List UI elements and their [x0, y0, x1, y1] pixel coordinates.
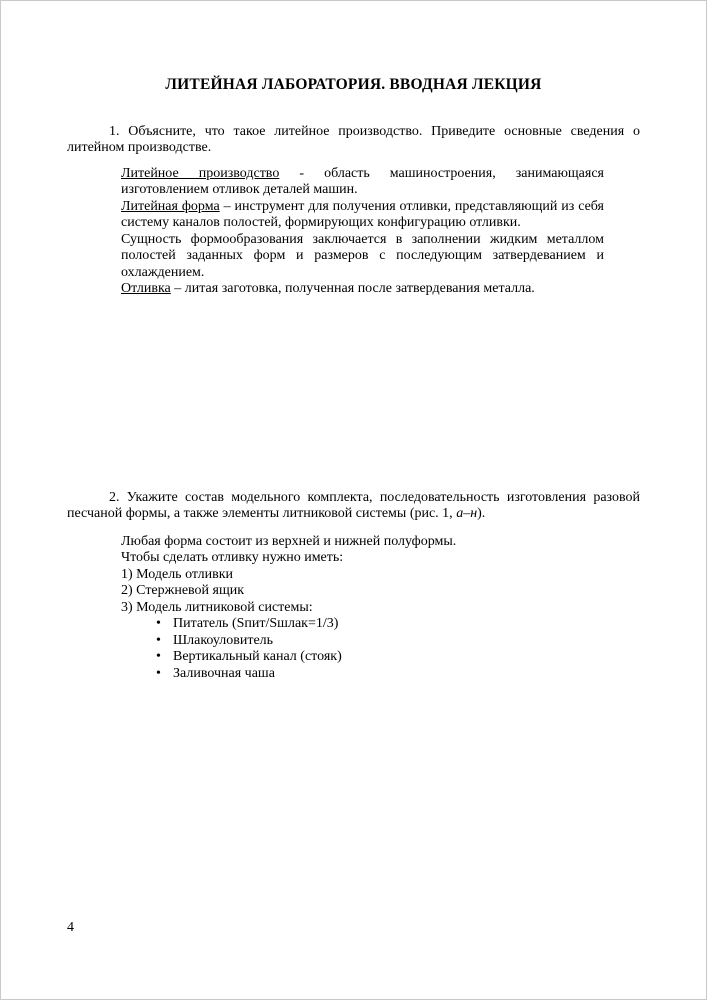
bullet-text: Вертикальный канал (стояк): [173, 649, 342, 664]
answer-2-block: [121, 534, 640, 683]
underlined-term: Литейная форма: [121, 198, 220, 214]
definition-text: – инструмент для получения отливки, представляющий из себя систему каналов полостей, формирующих конфигурацию отливки.: [121, 198, 605, 230]
bullet-item: [156, 666, 640, 683]
bullet-icon: •: [156, 649, 161, 664]
definition-casting: [121, 281, 604, 298]
numbered-item: 3) Модель литниковой системы:: [121, 599, 313, 615]
definition-text: – литая заготовка, полученная после затвердевания металла.: [170, 281, 535, 296]
bullet-text: Питатель (Sпит/Sшлак=1/3): [173, 616, 339, 631]
page-title: ЛИТЕЙНАЯ ЛАБОРАТОРИЯ. ВВОДНАЯ ЛЕКЦИЯ: [165, 76, 542, 93]
page-content: [1, 1, 706, 682]
page-number: 4: [67, 920, 74, 935]
definition-forming-essence: [121, 232, 604, 282]
figure-range-italic: а–н: [456, 506, 478, 521]
numbered-item: 1) Модель отливки: [121, 566, 234, 582]
answer-intro-line: Любая форма состоит из верхней и нижней полуформы.: [121, 533, 457, 549]
definition-casting-mold: [121, 199, 604, 232]
underlined-term: Отливка: [121, 281, 171, 296]
definition-casting-production: [121, 166, 604, 199]
answer-intro-line: Чтобы сделать отливку нужно иметь:: [121, 550, 344, 565]
bullet-item: [156, 633, 640, 650]
definitions-block: [121, 166, 604, 298]
bullet-item: [156, 616, 640, 633]
definition-text: Сущность формообразования заключается в заполнении жидким металлом полостей заданных форм и размеров с последующим затвердеванием и охлаждением.: [121, 231, 604, 280]
underlined-term: Литейное производство: [121, 165, 280, 181]
bullet-icon: •: [156, 665, 161, 681]
question-2: [67, 490, 640, 523]
question-1: 1. Объясните, что такое литейное производство. Приведите основные сведения о литейном производстве.: [67, 123, 640, 155]
bullet-text: Шлакоуловитель: [173, 632, 274, 648]
question-2-text-end: ).: [477, 506, 486, 521]
definition-text: - область машиностроения, занимающаяся изготовлением отливок деталей машин.: [121, 165, 604, 197]
bullet-text: Заливочная чаша: [173, 665, 275, 681]
bullet-icon: •: [156, 616, 161, 631]
numbered-item: 2) Стержневой ящик: [121, 583, 245, 598]
bullet-item: [156, 649, 640, 666]
bullet-icon: •: [156, 632, 161, 648]
question-2-text: 2. Укажите состав модельного комплекта, последовательность изготовления разовой песчаной формы, а также элементы литниковой системы (рис. 1,: [67, 489, 640, 521]
